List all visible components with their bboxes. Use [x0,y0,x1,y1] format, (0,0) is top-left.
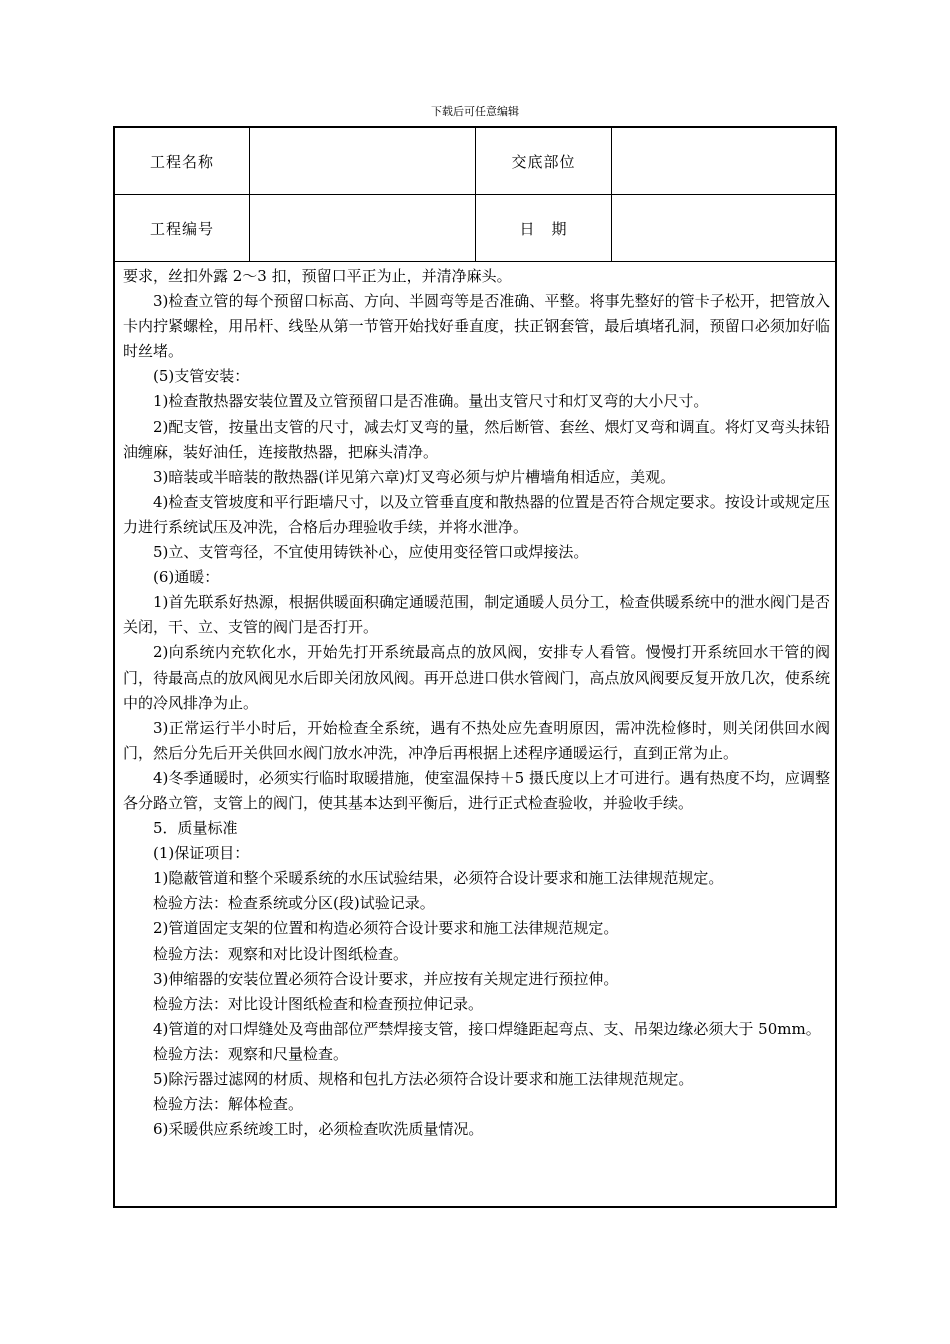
paragraph: 4)冬季通暖时，必须实行临时取暖措施，使室温保持＋5 摄氏度以上才可进行。遇有热度不均，应调整各分路立管，支管上的阀门，使其基本达到平衡后，进行正式检查验收，并验收手续。 [123,768,830,812]
paragraph: 检验方法：解体检查。 [153,1095,304,1114]
handover-sheet [113,126,837,1208]
paragraph: 4)管道的对口焊缝处及弯曲部位严禁焊接支管，接口焊缝距起弯点、支、吊架边缘必须大于 50mm。 [153,1019,821,1038]
paragraph: 4)检查支管坡度和平行距墙尺寸，以及立管垂直度和散热器的位置是否符合规定要求。按设计或规定压力进行系统试压及冲洗，合格后办理验收手续，并将水泄净。 [123,492,830,536]
paragraph: 3)暗装或半暗装的散热器(详见第六章)灯叉弯必须与炉片槽墙角相适应，美观。 [153,467,676,486]
paragraph: 5)除污器过滤网的材质、规格和包扎方法必须符合设计要求和施工法律规范规定。 [153,1070,694,1088]
paragraph: 2)管道固定支架的位置和构造必须符合设计要求和施工法律规范规定。 [153,919,619,938]
project-name-field[interactable] [250,128,475,194]
project-no-field[interactable] [250,195,475,261]
paragraph: 检验方法：观察和尺量检查。 [153,1044,349,1063]
paragraph: 3)伸缩器的安装位置必须符合设计要求，并应按有关规定进行预拉伸。 [153,969,619,988]
handover-part-field[interactable] [612,128,835,194]
paragraph: 检验方法：检查系统或分区(段)试验记录。 [153,894,435,913]
handover-part-label: 交底部位 [511,152,576,171]
paragraph: 2)向系统内充软化水，开始先打开系统最高点的放风阀，安排专人看管。慢慢打开系统回水干管的阀门，待最高点的放风阀见水后即关闭放风阀。再开总进口供水管阀门，高点放风阀要反复开放几次，使系统中的冷风排净为止。 [123,643,830,712]
paragraph: 要求，丝扣外露 2～3 扣，预留口平正为止，并清净麻头。 [123,267,512,285]
project-name-label: 工程名称 [149,152,214,171]
handover-content [123,264,830,1142]
paragraph: 1)首先联系好热源，根据供暖面积确定通暖范围，制定通暖人员分工，检查供暖系统中的泄水阀门是否关闭，干、立、支管的阀门是否打开。 [123,593,830,637]
paragraph: 检验方法：观察和对比设计图纸检查。 [153,944,409,963]
paragraph: 1)隐蔽管道和整个采暖系统的水压试验结果，必须符合设计要求和施工法律规范规定。 [153,869,724,888]
paragraph: 5)立、支管弯径，不宜使用铸铁补心，应使用变径管口或焊接法。 [153,543,589,562]
paragraph: 3)检查立管的每个预留口标高、方向、半圆弯等是否准确、平整。将事先整好的管卡子松开，把管放入卡内拧紧螺栓，用吊杆、线坠从第一节管开始找好垂直度，扶正钢套管，最后填堵孔洞，预留口必须加好临时丝堵。 [123,292,830,361]
paragraph: 6)采暖供应系统竣工时，必须检查吹洗质量情况。 [153,1120,484,1139]
project-no-label: 工程编号 [149,219,214,238]
paragraph: 1)检查散热器安装位置及立管预留口是否准确。量出支管尺寸和灯叉弯的大小尺寸。 [153,392,709,411]
header-note: 下载后可任意编辑 [431,105,519,118]
paragraph: 5．质量标准 [153,819,238,838]
date-field[interactable] [612,195,835,261]
paragraph: (6)通暖： [153,568,220,587]
date-label: 日 期 [519,219,568,238]
paragraph: 检验方法：对比设计图纸检查和检查预拉伸记录。 [153,994,484,1013]
paragraph: 2)配支管，按量出支管的尺寸，减去灯叉弯的量，然后断管、套丝、煨灯叉弯和调直。将灯叉弯头抹铅油缠麻，装好油任，连接散热器，把麻头清净。 [123,417,830,461]
paragraph: 3)正常运行半小时后，开始检查全系统，遇有不热处应先查明原因，需冲洗检修时，则关闭供回水阀门，然后分先后开关供回水阀门放水冲洗，冲净后再根据上述程序通暖运行，直到正常为止。 [123,718,830,762]
paragraph: (1)保证项目： [153,844,250,863]
paragraph: (5)支管安装： [153,367,250,386]
